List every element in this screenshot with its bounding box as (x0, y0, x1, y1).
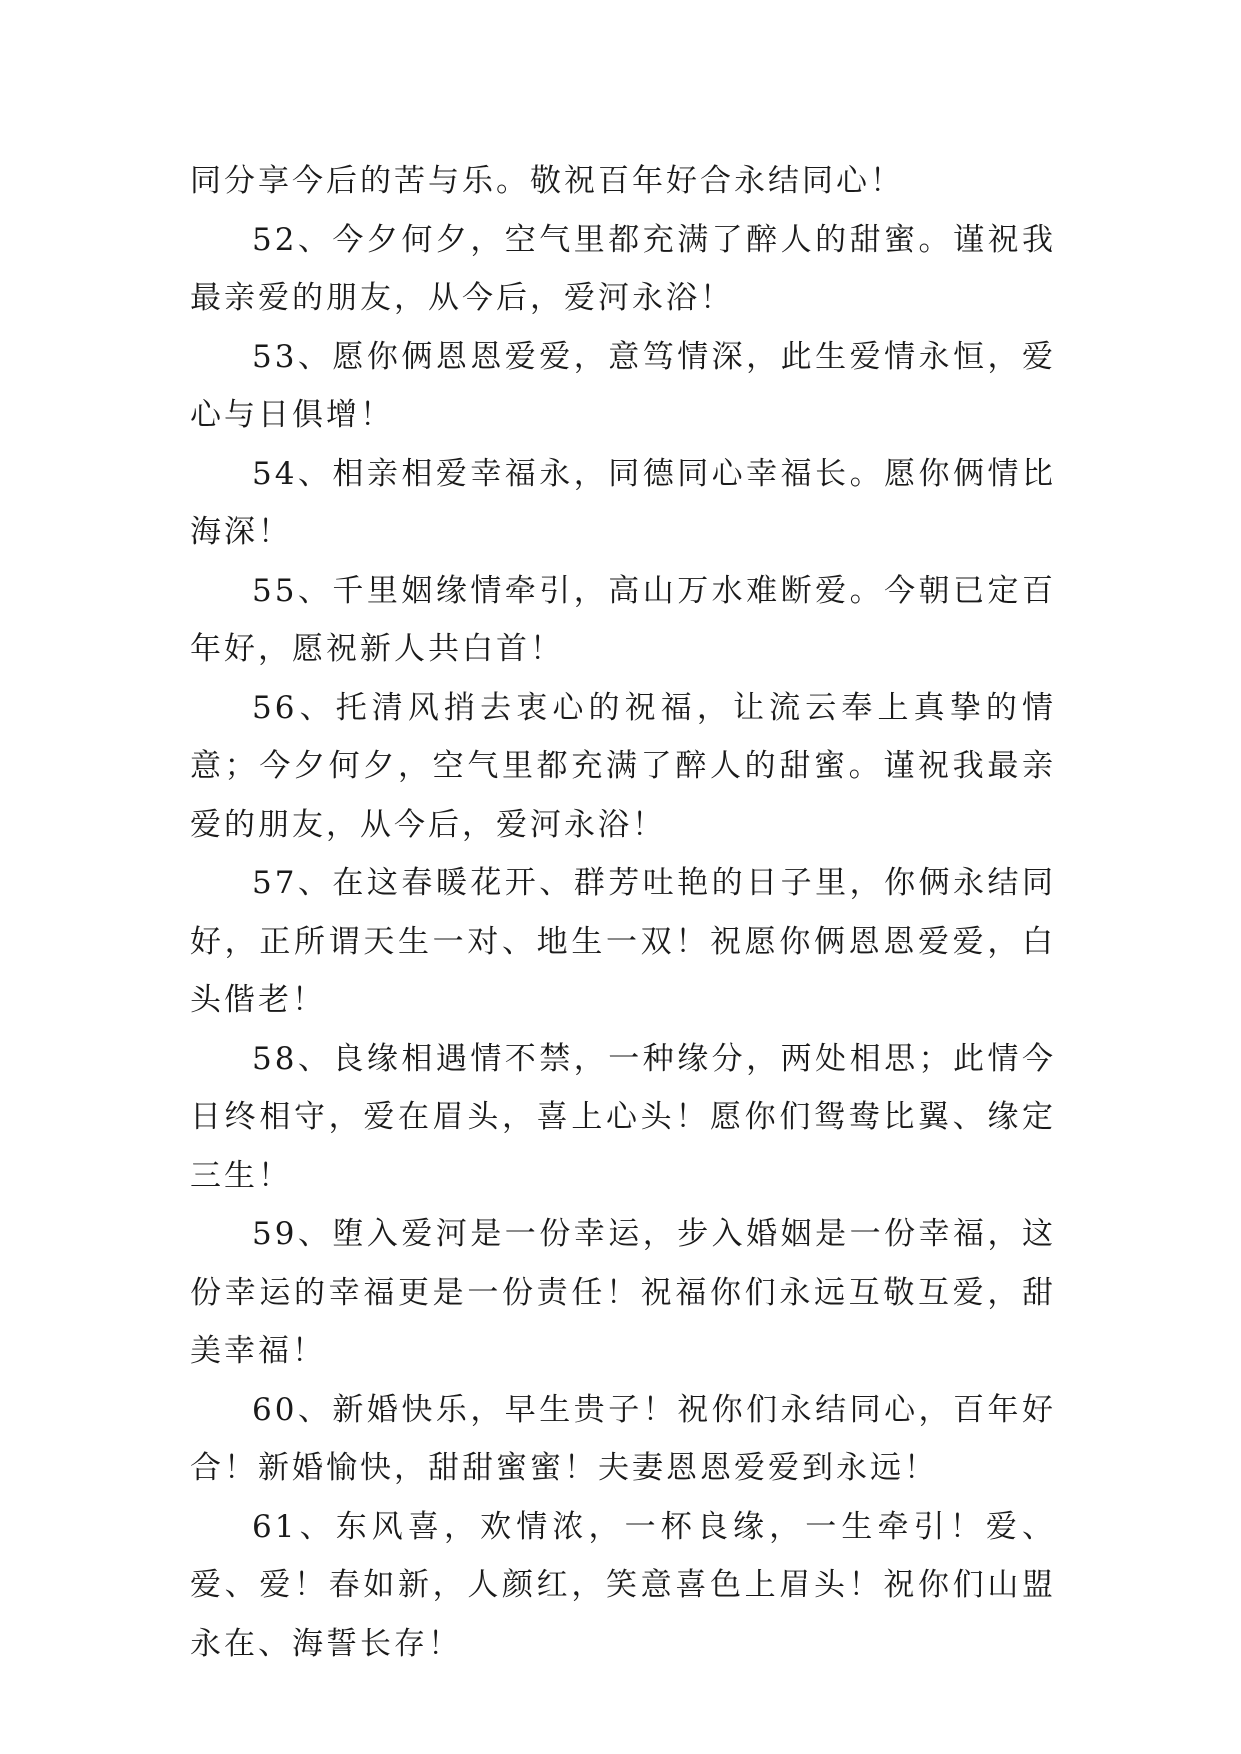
paragraph-54: 54、相亲相爱幸福永，同德同心幸福长。愿你俩情比海深！ (190, 455, 1056, 550)
paragraph-57: 57、在这春暖花开、群芳吐艳的日子里，你俩永结同好，正所谓天生一对、地生一双！祝愿你俩恩恩爱爱，白头偕老！ (190, 865, 1056, 1018)
paragraph-59: 59、堕入爱河是一份幸运，步入婚姻是一份幸福，这份幸运的幸福更是一份责任！祝福你们永远互敬互爱，甜美幸福！ (190, 1216, 1056, 1369)
paragraph-58: 58、良缘相遇情不禁，一种缘分，两处相思；此情今日终相守，爱在眉头，喜上心头！愿你们鸳鸯比翼、缘定三生！ (190, 1040, 1056, 1194)
paragraph-61: 61、东风喜，欢情浓，一杯良缘，一生牵引！爱、爱、爱！春如新，人颜红，笑意喜色上眉头！祝你们山盟永在、海誓长存！ (190, 1508, 1056, 1662)
paragraph-60: 60、新婚快乐，早生贵子！祝你们永结同心，百年好合！新婚愉快，甜甜蜜蜜！夫妻恩恩爱爱到永远！ (190, 1391, 1056, 1486)
document-body (190, 152, 1056, 1673)
paragraph-continuation: 同分享今后的苦与乐。敬祝百年好合永结同心！ (190, 163, 904, 199)
paragraph-52: 52、今夕何夕，空气里都充满了醉人的甜蜜。谨祝我最亲爱的朋友，从今后，爱河永浴！ (190, 221, 1056, 316)
paragraph-55: 55、千里姻缘情牵引，高山万水难断爱。今朝已定百年好，愿祝新人共白首！ (190, 572, 1056, 667)
paragraph-53: 53、愿你俩恩恩爱爱，意笃情深，此生爱情永恒，爱心与日俱增！ (190, 338, 1056, 433)
paragraph-56: 56、托清风捎去衷心的祝福，让流云奉上真挚的情意；今夕何夕，空气里都充满了醉人的甜蜜。谨祝我最亲爱的朋友，从今后，爱河永浴！ (190, 689, 1056, 843)
